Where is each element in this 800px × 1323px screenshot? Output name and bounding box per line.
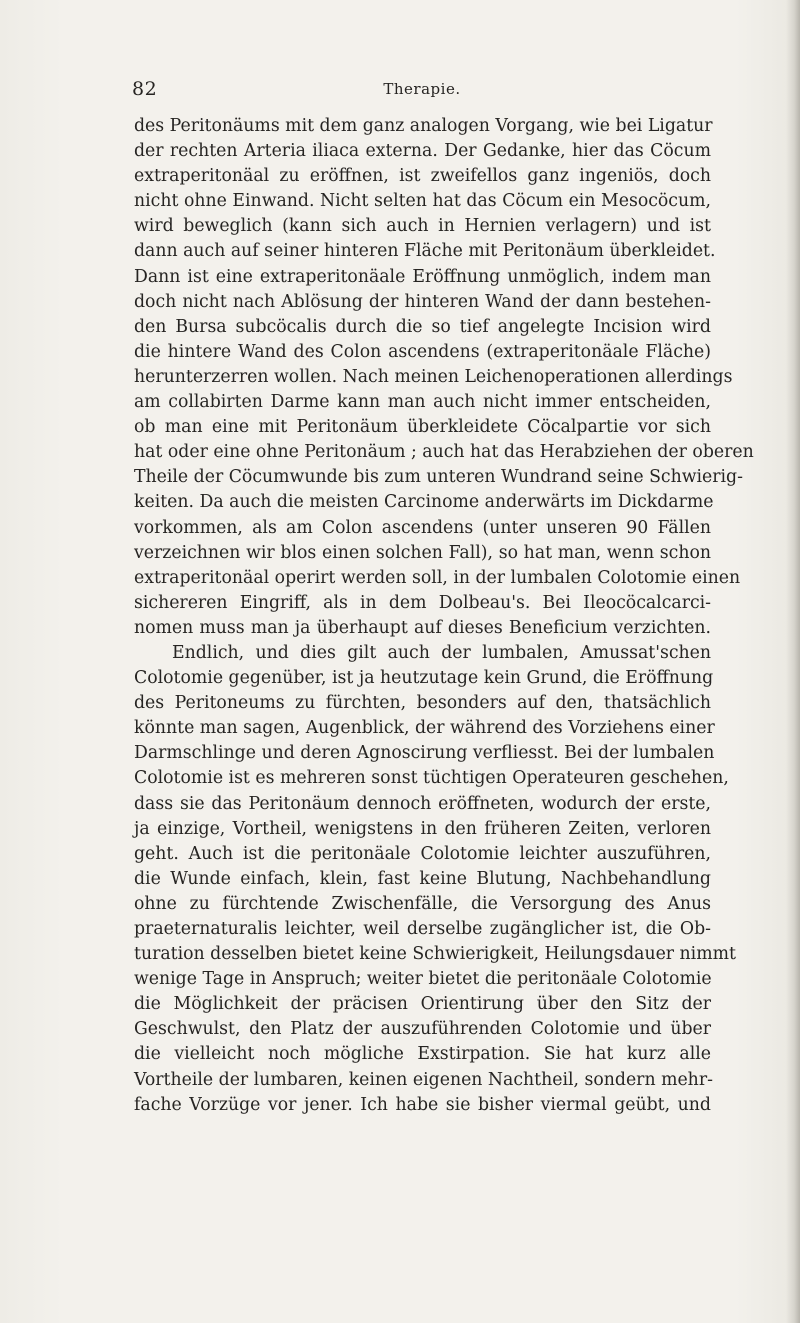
text-line: der rechten Arteria iliaca externa. Der Gedanke, hier das Cöcum [134, 141, 711, 162]
text-line: ohne zu fürchtende Zwischenfälle, die Versorgung des Anus [134, 893, 711, 914]
text-line: extraperitonäal operirt werden soll, in der lumbalen Colotomie einen [134, 567, 741, 588]
text-line: Vortheile der lumbaren, keinen eigenen Nachtheil, sondern mehr- [134, 1069, 713, 1090]
text-line: ob man eine mit Peritonäum überkleidete Cöcalpartie vor sich [134, 417, 711, 438]
text-line: verzeichnen wir blos einen solchen Fall), so hat man, wenn schon [134, 542, 711, 563]
body-text [134, 114, 754, 1118]
text-line: Geschwulst, den Platz der auszuführenden Colotomie und über [134, 1019, 711, 1040]
text-line: keiten. Da auch die meisten Carcinome anderwärts im Dickdarme [134, 492, 714, 513]
page-edge-shadow [786, 0, 800, 1323]
text-line: den Bursa subcöcalis durch die so tief angelegte Incision wird [134, 316, 711, 337]
text-line: die Wunde einfach, klein, fast keine Blutung, Nachbehandlung [134, 868, 711, 889]
text-line: fache Vorzüge vor jener. Ich habe sie bisher viermal geübt, und [134, 1094, 711, 1115]
text-line: vorkommen, als am Colon ascendens (unter unseren 90 Fällen [134, 517, 711, 538]
text-line: könnte man sagen, Augenblick, der während des Vorziehens einer [134, 718, 715, 739]
page-number: 82 [132, 78, 158, 100]
text-line: des Peritonäums mit dem ganz analogen Vorgang, wie bei Ligatur [134, 116, 713, 136]
text-line: die vielleicht noch mögliche Exstirpation. Sie hat kurz alle [134, 1044, 711, 1065]
text-line: des Peritoneums zu fürchten, besonders auf den, thatsächlich [134, 693, 711, 714]
page-header [132, 78, 712, 104]
text-line: Colotomie ist es mehreren sonst tüchtigen Operateuren geschehen, [134, 768, 729, 789]
text-line: hat oder eine ohne Peritonäum ; auch hat das Herabziehen der oberen [134, 442, 754, 463]
text-line: dass sie das Peritonäum dennoch eröffneten, wodurch der erste, [134, 793, 711, 814]
text-line: dann auch auf seiner hinteren Fläche mit Peritonäum überkleidet. [134, 241, 716, 262]
text-line: Colotomie gegenüber, ist ja heutzutage kein Grund, die Eröffnung [134, 668, 714, 689]
text-line: Darmschlinge und deren Agnoscirung verfliesst. Bei der lumbalen [134, 743, 715, 764]
text-line: praeternaturalis leichter, weil derselbe zugänglicher ist, die Ob- [134, 919, 711, 939]
text-line: am collabirten Darme kann man auch nicht immer entscheiden, [134, 392, 711, 413]
text-line: Dann ist eine extraperitonäale Eröffnung unmöglich, indem man [134, 266, 711, 287]
text-line: die hintere Wand des Colon ascendens (extraperitonäale Fläche) [134, 341, 711, 362]
text-line: nicht ohne Einwand. Nicht selten hat das Cöcum ein Mesocöcum, [134, 191, 711, 212]
running-head: Therapie. [383, 80, 461, 98]
text-line: turation desselben bietet keine Schwierigkeit, Heilungsdauer nimmt [134, 944, 736, 965]
text-line: geht. Auch ist die peritonäale Colotomie leichter auszuführen, [134, 843, 711, 864]
text-line: herunterzerren wollen. Nach meinen Leichenoperationen allerdings [134, 366, 733, 387]
text-line: wird beweglich (kann sich auch in Hernien verlagern) und ist [134, 216, 711, 237]
text-line: ja einzige, Vortheil, wenigstens in den früheren Zeiten, verloren [134, 818, 711, 839]
text-line: sichereren Eingriff, als in dem Dolbeau's. Bei Ileocöcalcarci- [134, 592, 711, 613]
text-line: die Möglichkeit der präcisen Orientirung über den Sitz der [134, 994, 711, 1015]
text-line-paragraph-start: Endlich, und dies gilt auch der lumbalen, Amussat'schen [172, 642, 711, 663]
text-line: doch nicht nach Ablösung der hinteren Wand der dann bestehen- [134, 291, 711, 312]
text-line: extraperitonäal zu eröffnen, ist zweifellos ganz ingeniös, doch [134, 166, 711, 187]
text-line: Theile der Cöcumwunde bis zum unteren Wundrand seine Schwierig- [134, 467, 743, 488]
text-line: nomen muss man ja überhaupt auf dieses Beneficium verzichten. [134, 617, 711, 638]
text-line: wenige Tage in Anspruch; weiter bietet die peritonäale Colotomie [134, 969, 712, 990]
